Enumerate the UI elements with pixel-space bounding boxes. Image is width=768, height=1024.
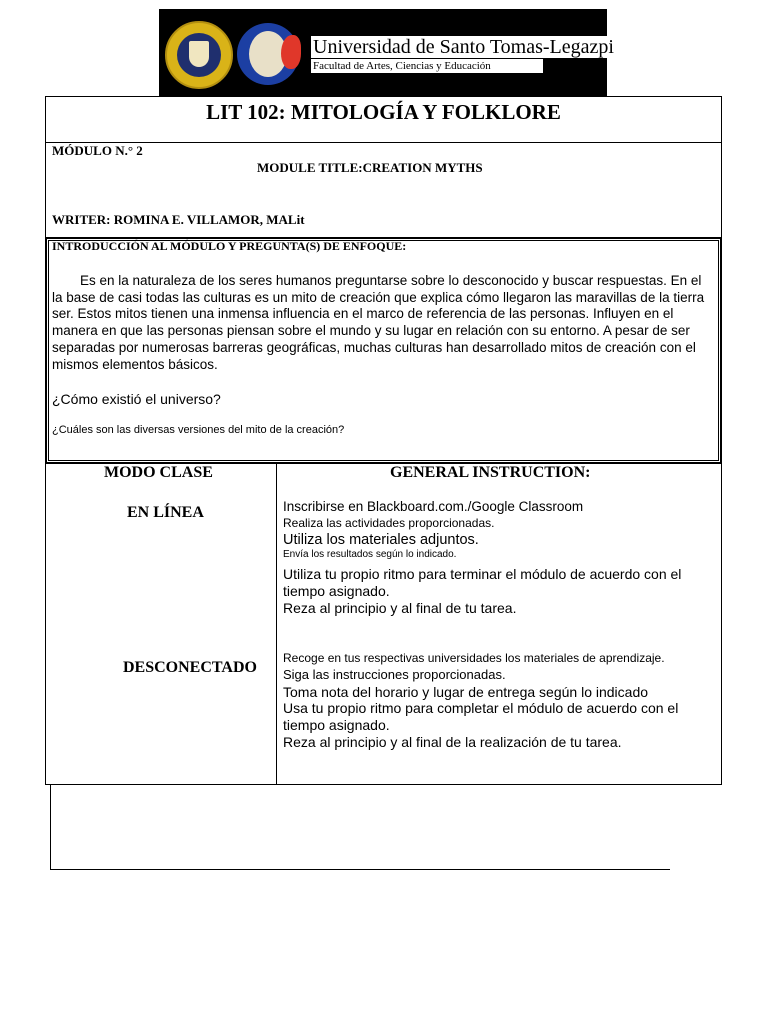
intro-line: mismos elementos básicos. bbox=[52, 357, 218, 372]
faculty-seal-icon bbox=[237, 23, 299, 85]
header-banner bbox=[159, 9, 614, 96]
offline-instruction: Reza al principio y al final de la realización de tu tarea. bbox=[283, 734, 622, 750]
online-instruction: Envía los resultados según lo indicado. bbox=[283, 549, 457, 560]
title-box bbox=[45, 96, 722, 143]
grid-divider bbox=[276, 462, 277, 785]
course-title: LIT 102: MITOLOGÍA Y FOLKLORE bbox=[206, 100, 561, 124]
col-header-general-instruction: GENERAL INSTRUCTION: bbox=[390, 464, 591, 481]
university-name: Universidad de Santo Tomas-Legazpi bbox=[313, 36, 614, 58]
mode-offline-label: DESCONECTADO bbox=[123, 659, 257, 676]
intro-line: separadas por numerosas barreras geográficas, muchas culturas han desarrollado mitos de creación con el bbox=[52, 340, 696, 355]
intro-heading: INTRODUCCIÓN AL MÓDULO Y PREGUNTA(S) DE ENFOQUE: bbox=[52, 239, 407, 253]
online-instruction: Realiza las actividades proporcionadas. bbox=[283, 516, 495, 530]
offline-instruction: Recoge en tus respectivas universidades los materiales de aprendizaje. bbox=[283, 651, 665, 665]
offline-instruction: Usa tu propio ritmo para completar el módulo de acuerdo con el bbox=[283, 700, 679, 716]
module-title: MODULE TITLE:CREATION MYTHS bbox=[257, 160, 483, 175]
university-seal-icon bbox=[165, 21, 233, 89]
intro-line: ser. Estos mitos tienen una inmensa influencia en el marco de referencia de las personas. Influyen en el bbox=[52, 306, 674, 321]
online-instruction: Utiliza tu propio ritmo para terminar el módulo de acuerdo con el bbox=[283, 566, 682, 582]
online-instruction: tiempo asignado. bbox=[283, 583, 390, 599]
online-instruction: Reza al principio y al final de tu tarea. bbox=[283, 600, 517, 616]
module-number: MÓDULO N.° 2 bbox=[52, 143, 143, 158]
bottom-box-bottom-border bbox=[50, 869, 670, 870]
intro-line: manera en que las personas piensan sobre el mundo y su lugar en relación con su entorno. A pesar de ser bbox=[52, 323, 690, 338]
offline-instruction: tiempo asignado. bbox=[283, 717, 390, 733]
online-instruction: Inscribirse en Blackboard.com./Google Classroom bbox=[283, 499, 584, 514]
module-writer: WRITER: ROMINA E. VILLAMOR, MALit bbox=[52, 212, 305, 227]
focus-question-2: ¿Cuáles son las diversas versiones del mito de la creación? bbox=[52, 424, 345, 436]
focus-question-1: ¿Cómo existió el universo? bbox=[52, 391, 221, 407]
bottom-box-left-border bbox=[50, 785, 51, 870]
intro-line: la base de casi todas las culturas es un mito de creación que explica cómo llegaron las maravillas de la tierra bbox=[52, 290, 705, 305]
online-instruction: Utiliza los materiales adjuntos. bbox=[283, 532, 479, 548]
intro-line: Es en la naturaleza de los seres humanos preguntarse sobre lo desconocido y buscar respuestas. En el bbox=[80, 273, 702, 288]
offline-instruction: Siga las instrucciones proporcionadas. bbox=[283, 667, 506, 682]
offline-instruction: Toma nota del horario y lugar de entrega según lo indicado bbox=[283, 684, 649, 700]
faculty-name: Facultad de Artes, Ciencias y Educación bbox=[311, 59, 543, 73]
mode-online-label: EN LÍNEA bbox=[127, 504, 204, 521]
col-header-modo-clase: MODO CLASE bbox=[104, 464, 213, 481]
